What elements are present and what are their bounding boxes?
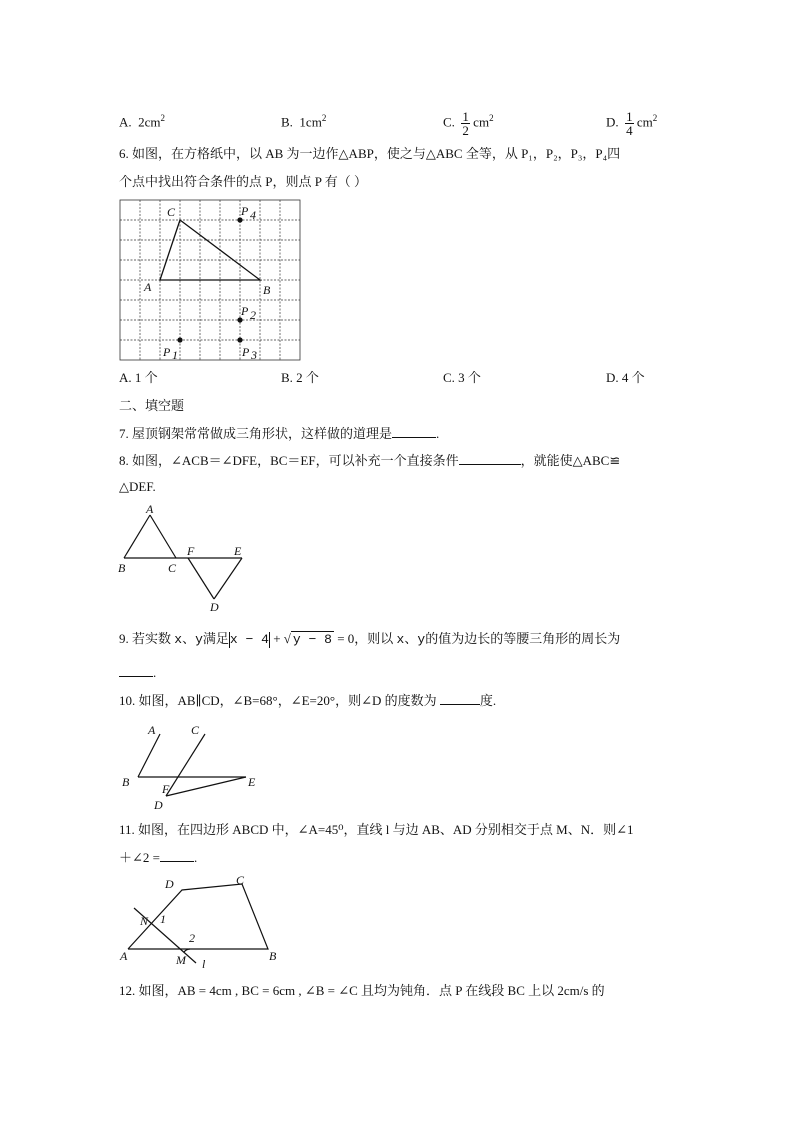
q11-line2: ＋∠2 = . <box>119 850 198 865</box>
label-p2-sub: 2 <box>250 308 256 322</box>
q6-grid-figure <box>120 200 300 360</box>
segment-ac <box>150 515 176 558</box>
point-p3 <box>237 337 242 342</box>
label-e: E <box>234 544 242 558</box>
label-f: F <box>187 544 195 558</box>
q9-text-1: 9. 若实数 <box>119 631 172 646</box>
label-f: F <box>162 782 170 796</box>
label-p2: P <box>241 304 249 318</box>
answer-blank <box>459 452 521 465</box>
label-c: C <box>168 561 177 575</box>
label-a: A <box>120 949 128 963</box>
q8-text-b: ，就能使△ABC≌ <box>520 453 621 468</box>
triangle-abc <box>160 220 260 280</box>
point-p4 <box>237 217 242 222</box>
option-b-label: B. <box>281 114 293 130</box>
label-a: A <box>146 502 154 516</box>
abs-expr: x − 4 <box>229 632 269 647</box>
segment-de <box>166 777 246 796</box>
q9-line2: . <box>119 664 156 681</box>
label-b: B <box>118 561 126 575</box>
q9-text-2: 满足 <box>202 631 229 646</box>
label-angle-2: 2 <box>189 931 195 945</box>
label-d: D <box>210 600 219 614</box>
option-a <box>119 110 165 130</box>
q11-line1: 11. 如图，在四边形 ABCD 中，∠A=45⁰，直线 l 与边 AB、AD 分别相交于点 M、N．则∠1 <box>119 822 634 837</box>
q6-option-a: A. 1 个 <box>119 370 158 385</box>
answer-blank <box>160 849 194 862</box>
sqrt-sign: √ <box>283 631 291 646</box>
q10: 10. 如图，AB∥CD，∠B=68°，∠E=20°，则∠D 的度数为 度. <box>119 693 497 708</box>
q10-figure <box>118 718 268 813</box>
answer-blank <box>392 425 436 438</box>
label-c: C <box>191 723 200 737</box>
q6-option-b: B. 2 个 <box>281 370 319 385</box>
option-d-label: D. <box>606 114 619 130</box>
q12-line1: 12. 如图，AB = 4cm , BC = 6cm , ∠B = ∠C 且均为钝角．点 P 在线段 BC 上以 2cm/s 的 <box>119 983 605 998</box>
q7-text: 7. 屋顶钢架常常做成三角形状，这样做的道理是 <box>119 426 393 441</box>
point-p2 <box>237 317 242 322</box>
q10-text: 10. 如图，AB∥CD，∠B=68°，∠E=20°，则∠D 的度数为 <box>119 693 440 708</box>
label-angle-1: 1 <box>160 912 166 926</box>
var-x: x <box>174 632 183 647</box>
option-d-unit: cm <box>636 114 653 130</box>
q7: 7. 屋顶钢架常常做成三角形状，这样做的道理是 . <box>119 426 440 441</box>
q8-text-a: 8. 如图，∠ACB＝∠DFE，BC＝EF，可以补充一个直接条件 <box>119 453 459 468</box>
label-c: C <box>236 873 245 887</box>
q6-option-d: D. 4 个 <box>606 370 645 385</box>
option-b <box>281 110 326 130</box>
label-m: M <box>176 953 186 967</box>
label-l: l <box>202 957 206 971</box>
segment-ab <box>138 734 160 777</box>
label-d: D <box>165 877 174 891</box>
q8-line1 <box>119 452 620 469</box>
q8-figure <box>118 502 253 614</box>
segment-de <box>214 558 242 599</box>
var-y: y <box>195 632 203 647</box>
label-n: N <box>140 914 149 928</box>
fraction-quarter: $\frac{1}{4}$ <box>626 108 633 138</box>
q9-line1: 9. 若实数 x、y满足x − 4 + √ y − 8 = 0，则以 x、y的值为边长的等腰三角形的周长为 <box>119 631 621 647</box>
label-b: B <box>122 775 130 789</box>
option-d: D. $\frac{1}{4}$ $cm^2$ <box>606 108 658 138</box>
q6-option-c: C. 3 个 <box>443 370 481 385</box>
label-a: A <box>144 280 152 294</box>
sqrt-expr: y − 8 <box>292 632 332 647</box>
label-p3: P <box>242 345 250 359</box>
label-c: C <box>167 205 176 219</box>
exponent: 2 <box>160 113 166 123</box>
label-b: B <box>269 949 277 963</box>
label-b: B <box>263 283 271 297</box>
label-p3-sub: 3 <box>251 348 257 362</box>
fraction-half: $\frac{1}{2}$ <box>462 108 469 138</box>
label-p4: P <box>241 204 249 218</box>
q11-figure <box>118 872 288 972</box>
q9-text-4: 的值为边长的等腰三角形的周长为 <box>425 631 621 646</box>
option-c: C. $\frac{1}{2}$ $cm^2$ <box>443 108 494 138</box>
option-b-value: 1cm <box>299 114 322 130</box>
segment-cd <box>166 734 205 796</box>
answer-blank <box>119 664 153 677</box>
label-a: A <box>148 723 156 737</box>
option-c-label: C. <box>443 114 455 130</box>
point-p1 <box>177 337 182 342</box>
label-p4-sub: 4 <box>250 208 256 222</box>
segment-fd <box>188 558 214 599</box>
exponent: 2 <box>321 113 327 123</box>
option-a-value: 2cm <box>138 114 161 130</box>
label-p1: P <box>163 345 171 359</box>
answer-blank <box>440 692 480 705</box>
q8-line2: △DEF. <box>119 479 156 494</box>
option-c-unit: cm <box>473 114 490 130</box>
q6-line2: 个点中找出符合条件的点 P，则点 P 有（ ） <box>119 174 367 189</box>
segment-ba <box>124 515 150 558</box>
label-p1-sub: 1 <box>172 348 178 362</box>
quadrilateral-abcd <box>128 884 268 949</box>
option-a-label: A. <box>119 114 132 130</box>
label-e: E <box>248 775 256 789</box>
q6-line1: 6. 如图，在方格纸中，以 AB 为一边作△ABP，使之与△ABC 全等，从 P₁，P₂，P₃，P₄四 <box>119 146 621 161</box>
label-d: D <box>154 798 163 812</box>
section-heading: 二、填空题 <box>119 398 185 413</box>
